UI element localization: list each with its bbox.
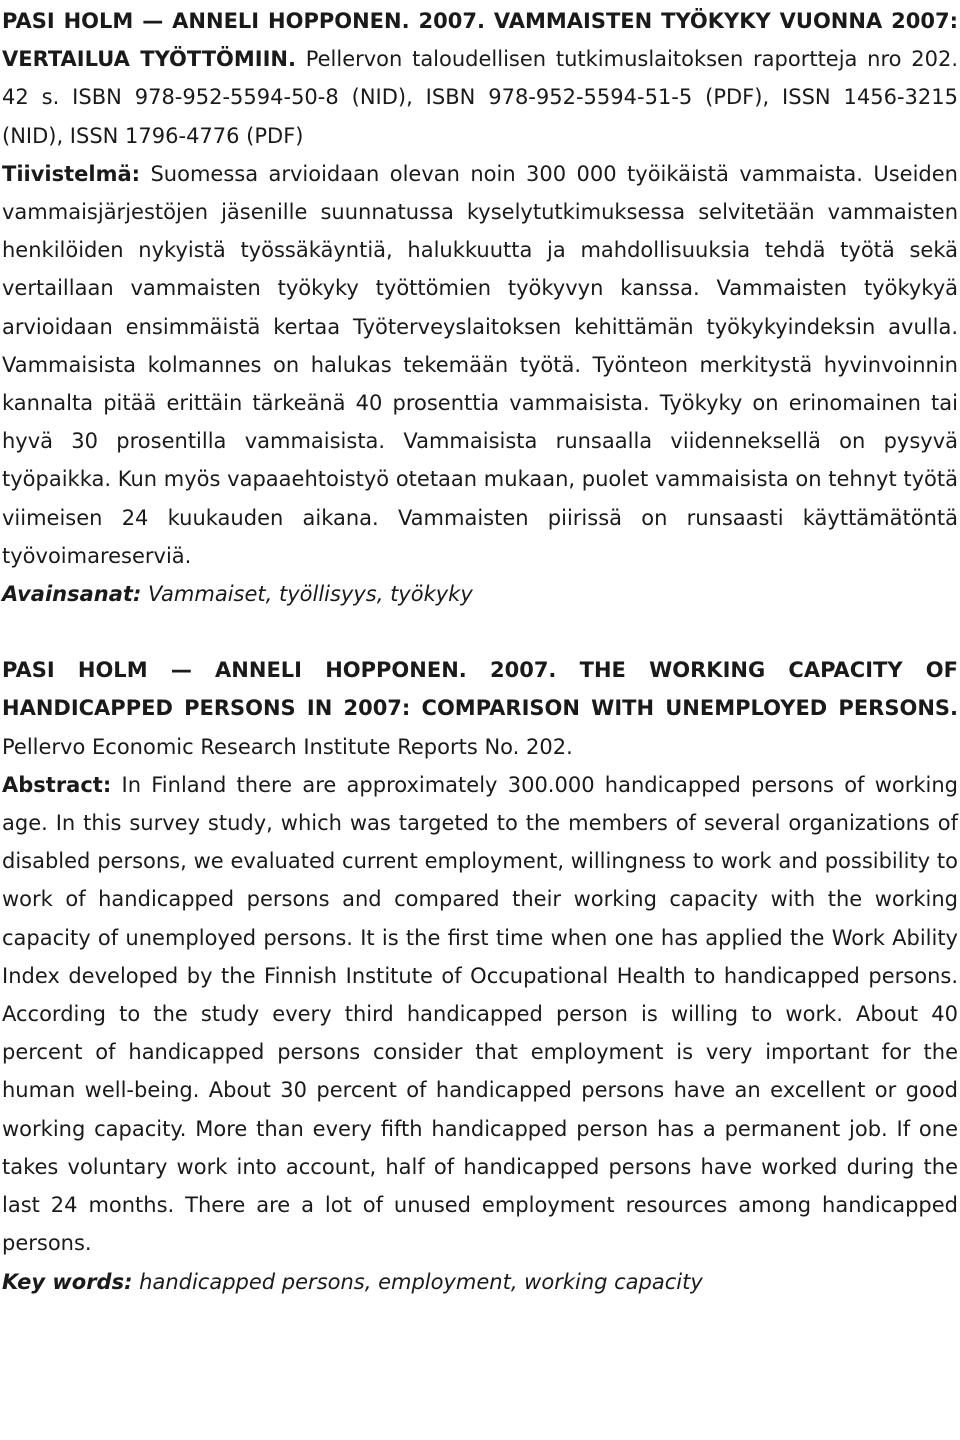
finnish-abstract-text: Suomessa arvioidaan olevan noin 300 000 työikäistä vammaista. Useiden vammaisjärjestöjen jäsenille suunnatussa kyselytutkimuksessa selvitetään vammaisten henkilöiden nykyistä työssäkäyntiä, halukkuutta ja mahdollisuuksia tehdä työtä sekä vertaillaan vammaisten työkyky työttömien työkyvyn kanssa. Vammaisten työkykyä arvioidaan ensimmäistä kertaa Työterveyslaitoksen kehittämän työkykyindeksin avulla. Vammaisista kolmannes on halukas tekemään työtä. Työnteon merkitystä hyvinvoinnin kannalta pitää erittäin tärkeänä 40 prosenttia vammaisista. Työkyky on erinomainen tai hyvä 30 prosentilla vammaisista. Vammaisista runsaalla viidenneksellä on pysyvä työpaikka. Kun myös vapaaehtoistyö otetaan mukaan, puolet vammaisista on tehnyt työtä viimeisen 24 kuukauden aikana. Vammaisten piirissä on runsaasti käyttämätöntä työvoimareserviä.	[2, 161, 958, 568]
english-abstract-text: In Finland there are approximately 300.000 handicapped persons of working age. In this survey study, which was targeted to the members of several organizations of disabled persons, we evaluated current employment, willingness to work and possibility to work of handicapped persons and compared their working capacity with the working capacity of unemployed persons. It is the first time when one has applied the Work Ability Index developed by the Finnish Institute of Occupational Health to handicapped persons. According to the study every third handicapped person is willing to work. About 40 percent of handicapped persons consider that employment is very important for the human well-being. About 30 percent of handicapped persons have an excellent or good working capacity. More than every fifth handicapped person has a permanent job. If one takes voluntary work into account, half of handicapped persons have worked during the last 24 months. There are a lot of unused employment resources among handicapped persons.	[2, 772, 958, 1256]
finnish-abstract	[2, 155, 958, 575]
finnish-keywords-label: Avainsanat:	[2, 582, 142, 607]
finnish-keywords-text: Vammaiset, työllisyys, työkyky	[141, 582, 473, 607]
finnish-keywords	[2, 575, 958, 613]
english-keywords	[2, 1263, 958, 1301]
english-citation-details: Pellervo Economic Research Institute Reports No. 202.	[2, 734, 573, 759]
finnish-citation	[2, 2, 958, 155]
english-abstract-section	[2, 651, 958, 1300]
english-citation-title: PASI HOLM — ANNELI HOPPONEN. 2007. THE WORKING CAPACITY OF HANDICAPPED PERSONS IN 2007: COMPARISON WITH UNEMPLOYED PERSONS.	[2, 658, 958, 721]
english-abstract	[2, 766, 958, 1263]
finnish-citation-details: Pellervon taloudellisen tutkimuslaitoksen raportteja nro 202. 42 s. ISBN 978-952-5594-50-8 (NID), ISBN 978-952-5594-51-5 (PDF), ISSN 1456-3215 (NID), ISSN 1796-4776 (PDF)	[2, 47, 958, 148]
english-abstract-label: Abstract:	[2, 772, 112, 797]
english-keywords-label: Key words:	[2, 1269, 133, 1294]
section-spacer	[2, 613, 958, 651]
finnish-abstract-label: Tiivistelmä:	[2, 161, 141, 186]
english-citation	[2, 651, 958, 766]
finnish-citation-title: PASI HOLM — ANNELI HOPPONEN. 2007. VAMMAISTEN TYÖKYKY VUONNA 2007: VERTAILUA TYÖTTÖMIIN.	[2, 9, 958, 72]
english-keywords-text: handicapped persons, employment, working capacity	[132, 1269, 703, 1294]
finnish-abstract-section	[2, 2, 958, 613]
